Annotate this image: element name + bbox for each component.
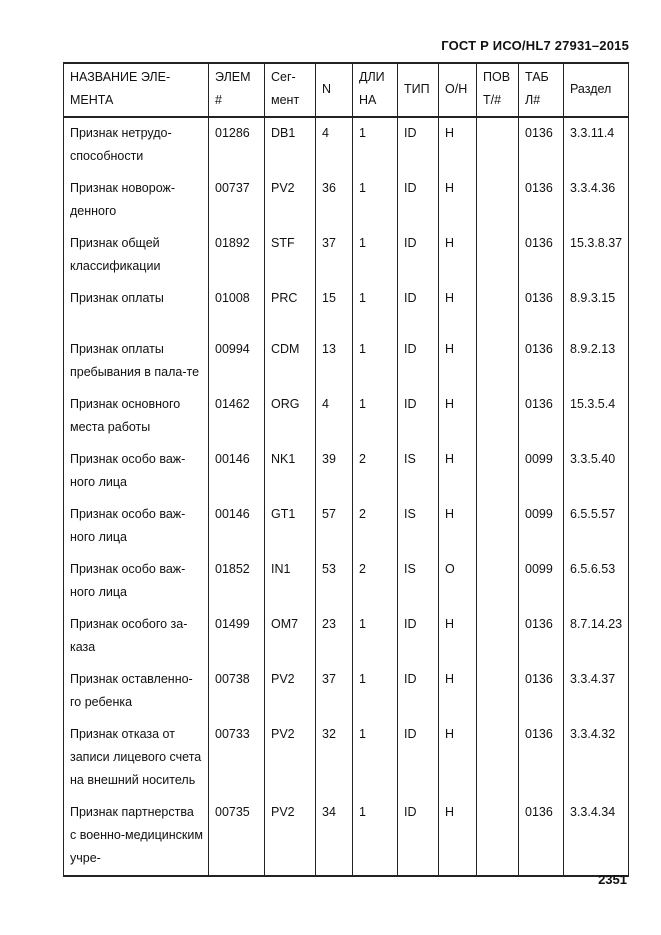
table-row — [64, 283, 629, 334]
cell-elem: 00738 — [209, 664, 265, 719]
cell-on: Н — [439, 228, 477, 283]
column-header-section: Раздел — [564, 63, 629, 117]
cell-table: 0136 — [519, 173, 564, 228]
cell-section: 3.3.5.40 — [564, 444, 629, 499]
cell-n: 37 — [316, 664, 353, 719]
cell-table: 0136 — [519, 797, 564, 876]
cell-section: 3.3.4.32 — [564, 719, 629, 797]
table-row — [64, 173, 629, 228]
cell-elem: 01499 — [209, 609, 265, 664]
cell-section: 3.3.11.4 — [564, 117, 629, 173]
cell-segment: DB1 — [265, 117, 316, 173]
table-row — [64, 117, 629, 173]
cell-length: 1 — [353, 609, 398, 664]
cell-rep — [477, 334, 519, 389]
cell-elem: 01008 — [209, 283, 265, 334]
cell-segment: PRC — [265, 283, 316, 334]
cell-length: 2 — [353, 554, 398, 609]
document-header: ГОСТ Р ИСО/HL7 27931–2015 — [441, 38, 629, 53]
cell-length: 1 — [353, 173, 398, 228]
column-header-table: ТАБ Л# — [519, 63, 564, 117]
table-row — [64, 719, 629, 797]
cell-name: Признак особо важ-ного лица — [64, 499, 209, 554]
cell-name: Признак оплаты — [64, 283, 209, 334]
cell-n: 4 — [316, 389, 353, 444]
cell-name: Признак особо важ-ного лица — [64, 554, 209, 609]
table-row — [64, 609, 629, 664]
table-row — [64, 389, 629, 444]
cell-section: 15.3.8.37 — [564, 228, 629, 283]
table-header-row — [64, 63, 629, 117]
cell-section: 6.5.6.53 — [564, 554, 629, 609]
cell-length: 2 — [353, 444, 398, 499]
cell-table: 0099 — [519, 499, 564, 554]
cell-on: Н — [439, 117, 477, 173]
cell-n: 37 — [316, 228, 353, 283]
cell-on: Н — [439, 664, 477, 719]
cell-on: Н — [439, 719, 477, 797]
cell-segment: PV2 — [265, 173, 316, 228]
column-header-type: ТИП — [398, 63, 439, 117]
cell-on: Н — [439, 283, 477, 334]
cell-n: 53 — [316, 554, 353, 609]
cell-name: Признак общей классификации — [64, 228, 209, 283]
cell-table: 0136 — [519, 609, 564, 664]
cell-length: 2 — [353, 499, 398, 554]
cell-name: Признак нетрудо-способности — [64, 117, 209, 173]
column-header-rep: ПОВ Т/# — [477, 63, 519, 117]
cell-length: 1 — [353, 797, 398, 876]
cell-section: 3.3.4.34 — [564, 797, 629, 876]
cell-rep — [477, 719, 519, 797]
cell-table: 0136 — [519, 228, 564, 283]
cell-type: ID — [398, 609, 439, 664]
cell-segment: PV2 — [265, 797, 316, 876]
cell-type: ID — [398, 283, 439, 334]
cell-n: 15 — [316, 283, 353, 334]
cell-n: 23 — [316, 609, 353, 664]
cell-elem: 00146 — [209, 499, 265, 554]
cell-type: IS — [398, 499, 439, 554]
cell-on: Н — [439, 334, 477, 389]
cell-type: IS — [398, 554, 439, 609]
cell-name: Признак партнерства с военно-медицинским учре- — [64, 797, 209, 876]
page-number: 2351 — [598, 872, 627, 887]
cell-segment: IN1 — [265, 554, 316, 609]
cell-table: 0099 — [519, 444, 564, 499]
cell-section: 3.3.4.36 — [564, 173, 629, 228]
cell-type: ID — [398, 719, 439, 797]
cell-segment: ORG — [265, 389, 316, 444]
cell-on: Н — [439, 444, 477, 499]
cell-elem: 00733 — [209, 719, 265, 797]
cell-rep — [477, 609, 519, 664]
cell-elem: 01852 — [209, 554, 265, 609]
cell-rep — [477, 444, 519, 499]
cell-type: ID — [398, 664, 439, 719]
cell-elem: 00146 — [209, 444, 265, 499]
cell-rep — [477, 797, 519, 876]
cell-length: 1 — [353, 283, 398, 334]
cell-type: ID — [398, 389, 439, 444]
cell-elem: 00735 — [209, 797, 265, 876]
cell-table: 0136 — [519, 117, 564, 173]
cell-section: 8.9.3.15 — [564, 283, 629, 334]
cell-length: 1 — [353, 228, 398, 283]
column-header-elem: ЭЛЕМ # — [209, 63, 265, 117]
table-row — [64, 797, 629, 876]
cell-length: 1 — [353, 334, 398, 389]
cell-type: ID — [398, 228, 439, 283]
cell-type: ID — [398, 797, 439, 876]
cell-section: 15.3.5.4 — [564, 389, 629, 444]
cell-rep — [477, 389, 519, 444]
table-row — [64, 228, 629, 283]
cell-n: 32 — [316, 719, 353, 797]
cell-table: 0099 — [519, 554, 564, 609]
cell-on: Н — [439, 173, 477, 228]
cell-n: 39 — [316, 444, 353, 499]
cell-length: 1 — [353, 664, 398, 719]
cell-name: Признак особого за-каза — [64, 609, 209, 664]
cell-on: Н — [439, 389, 477, 444]
cell-type: IS — [398, 444, 439, 499]
cell-elem: 01892 — [209, 228, 265, 283]
table-row — [64, 664, 629, 719]
cell-rep — [477, 283, 519, 334]
cell-segment: GT1 — [265, 499, 316, 554]
cell-on: Н — [439, 609, 477, 664]
cell-segment: STF — [265, 228, 316, 283]
cell-on: Н — [439, 797, 477, 876]
cell-n: 4 — [316, 117, 353, 173]
cell-n: 13 — [316, 334, 353, 389]
cell-segment: CDM — [265, 334, 316, 389]
column-header-on: О/Н — [439, 63, 477, 117]
cell-rep — [477, 173, 519, 228]
column-header-n: N — [316, 63, 353, 117]
cell-rep — [477, 499, 519, 554]
cell-rep — [477, 228, 519, 283]
cell-n: 57 — [316, 499, 353, 554]
cell-length: 1 — [353, 389, 398, 444]
cell-elem: 01462 — [209, 389, 265, 444]
cell-segment: OM7 — [265, 609, 316, 664]
cell-name: Признак оплаты пребывания в пала-те — [64, 334, 209, 389]
cell-length: 1 — [353, 117, 398, 173]
cell-name: Признак новорож-денного — [64, 173, 209, 228]
cell-elem: 01286 — [209, 117, 265, 173]
cell-rep — [477, 664, 519, 719]
cell-section: 8.9.2.13 — [564, 334, 629, 389]
column-header-length: ДЛИ НА — [353, 63, 398, 117]
cell-table: 0136 — [519, 334, 564, 389]
column-header-name: НАЗВАНИЕ ЭЛЕ-МЕНТА — [64, 63, 209, 117]
cell-name: Признак основного места работы — [64, 389, 209, 444]
cell-name: Признак особо важ-ного лица — [64, 444, 209, 499]
cell-rep — [477, 554, 519, 609]
cell-segment: PV2 — [265, 719, 316, 797]
cell-section: 6.5.5.57 — [564, 499, 629, 554]
cell-on: Н — [439, 499, 477, 554]
cell-type: ID — [398, 117, 439, 173]
table-row — [64, 554, 629, 609]
cell-segment: NK1 — [265, 444, 316, 499]
cell-type: ID — [398, 173, 439, 228]
cell-name: Признак оставленно-го ребенка — [64, 664, 209, 719]
cell-table: 0136 — [519, 664, 564, 719]
cell-length: 1 — [353, 719, 398, 797]
cell-n: 34 — [316, 797, 353, 876]
cell-name: Признак отказа от записи лицевого счета на внешний носитель — [64, 719, 209, 797]
cell-type: ID — [398, 334, 439, 389]
column-header-segment: Сег-мент — [265, 63, 316, 117]
table-row — [64, 499, 629, 554]
table-row — [64, 334, 629, 389]
data-element-table — [63, 62, 629, 877]
cell-section: 8.7.14.23 — [564, 609, 629, 664]
cell-on: О — [439, 554, 477, 609]
cell-segment: PV2 — [265, 664, 316, 719]
cell-elem: 00994 — [209, 334, 265, 389]
cell-table: 0136 — [519, 389, 564, 444]
cell-section: 3.3.4.37 — [564, 664, 629, 719]
cell-table: 0136 — [519, 283, 564, 334]
cell-n: 36 — [316, 173, 353, 228]
cell-elem: 00737 — [209, 173, 265, 228]
cell-rep — [477, 117, 519, 173]
table-row — [64, 444, 629, 499]
cell-table: 0136 — [519, 719, 564, 797]
